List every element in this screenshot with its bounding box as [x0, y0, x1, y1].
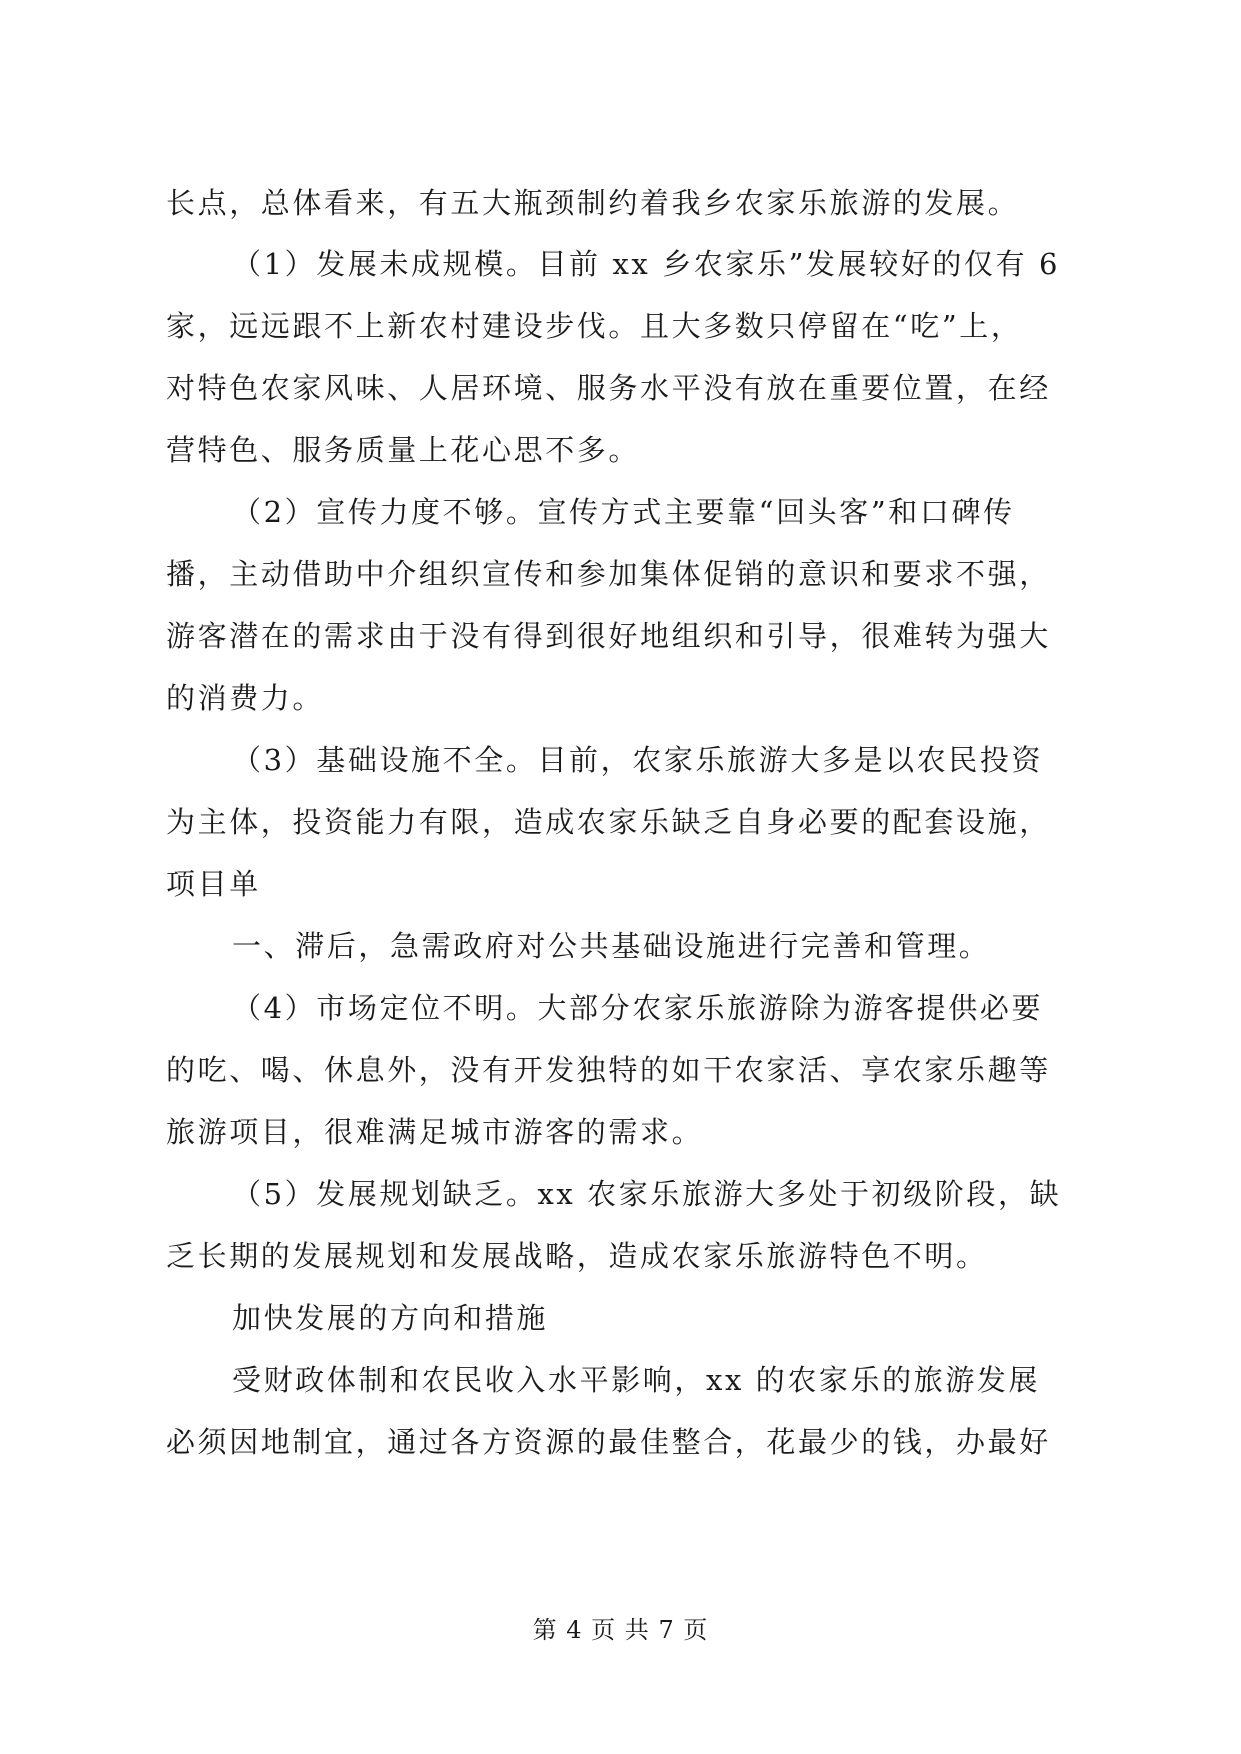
text-line: 的吃、喝、休息外，没有开发独特的如干农家活、享农家乐趣等 — [166, 1053, 1051, 1087]
section-heading: 加快发展的方向和措施 — [232, 1301, 549, 1335]
text-line: （5）发展规划缺乏。xx 农家乐旅游大多处于初级阶段，缺 — [232, 1177, 1062, 1211]
text-line: （1）发展未成规模。目前 xx 乡农家乐”发展较好的仅有 6 — [232, 247, 1061, 281]
text-line: 营特色、服务质量上花心思不多。 — [166, 433, 641, 467]
text-line: （3）基础设施不全。目前，农家乐旅游大多是以农民投资 — [232, 743, 1044, 777]
text-line: 受财政体制和农民收入水平影响，xx 的农家乐的旅游发展 — [232, 1363, 1041, 1397]
text-line: 游客潜在的需求由于没有得到很好地组织和引导，很难转为强大 — [166, 619, 1051, 653]
text-line: 一、滞后，急需政府对公共基础设施进行完善和管理。 — [232, 929, 991, 963]
text-line: （2）宣传力度不够。宣传方式主要靠“回头客”和口碑传 — [232, 495, 1015, 529]
text-line: 播，主动借助中介组织宣传和参加集体促销的意识和要求不强， — [166, 557, 1051, 591]
text-line: 旅游项目，很难满足城市游客的需求。 — [166, 1115, 704, 1149]
text-line: 乏长期的发展规划和发展战略，造成农家乐旅游特色不明。 — [166, 1239, 988, 1273]
text-line: 为主体，投资能力有限，造成农家乐缺乏自身必要的配套设施， — [166, 805, 1051, 839]
text-line: 必须因地制宜，通过各方资源的最佳整合，花最少的钱，办最好 — [166, 1425, 1051, 1459]
text-line: （4）市场定位不明。大部分农家乐旅游除为游客提供必要 — [232, 991, 1044, 1025]
text-line: 的消费力。 — [166, 681, 325, 715]
text-line: 长点，总体看来，有五大瓶颈制约着我乡农家乐旅游的发展。 — [166, 186, 1020, 220]
text-line: 对特色农家风味、人居环境、服务水平没有放在重要位置，在经 — [166, 371, 1051, 405]
text-line: 家，远远跟不上新农村建设步伐。且大多数只停留在“吃”上， — [166, 309, 1023, 343]
page-footer: 第 4 页 共 7 页 — [532, 1616, 709, 1644]
text-line: 项目单 — [166, 867, 261, 901]
